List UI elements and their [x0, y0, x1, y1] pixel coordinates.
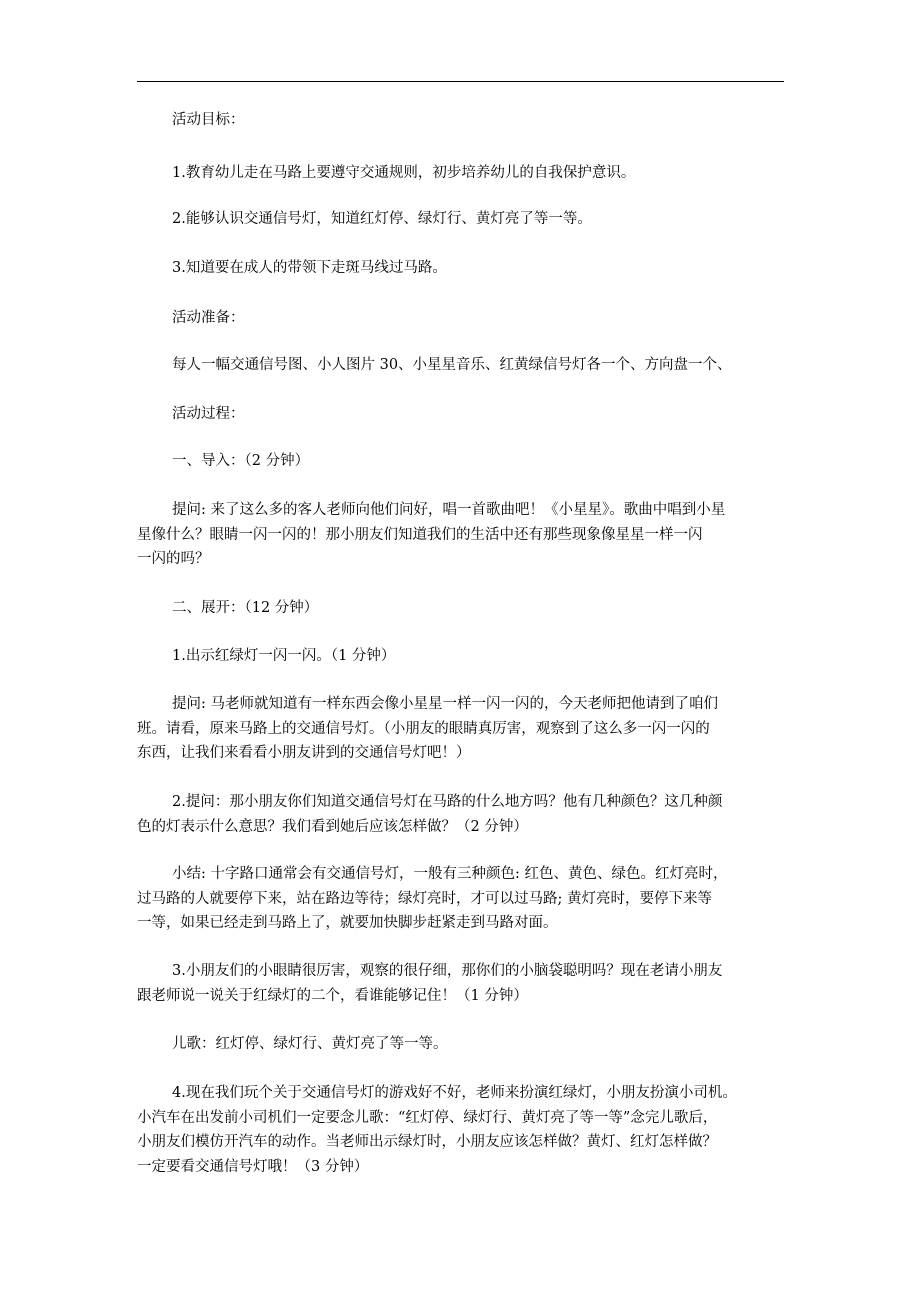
prep-heading: 活动准备：	[172, 310, 245, 326]
goal-item-1: 1.教育幼儿走在马路上要遵守交通规则，初步培养幼儿的自我保护意识。	[172, 165, 636, 181]
step-4-line-4: 一定要看交通信号灯哦！（3 分钟）	[137, 1158, 369, 1175]
intro-paragraph	[137, 498, 726, 572]
step-3-paragraph	[137, 959, 723, 1008]
step-1-line-3: 东西，让我们来看看小朋友讲到的交通信号灯吧！）	[137, 745, 471, 761]
step-3-line-2: 跟老师说一说关于红绿灯的二个，看谁能够记住！（1 分钟）	[137, 987, 528, 1004]
step-4-line-2: 小汽车在出发前小司机们一定要念儿歌：“红灯停、绿灯行、黄灯亮了等一等”念完儿歌后，	[137, 1109, 718, 1126]
expand-heading: 二、展开：（12 分钟）	[172, 600, 319, 616]
intro-line-1: 提问: 来了这么多的客人老师向他们问好，唱一首歌曲吧！《小星星》。歌曲中唱到小星	[172, 502, 726, 518]
step-4-paragraph	[137, 1081, 737, 1179]
summary-paragraph	[137, 862, 728, 936]
intro-line-2: 星像什么？眼睛一闪一闪的！那小朋友们知道我们的生活中还有那些现象像星星一样一闪	[137, 526, 703, 543]
intro-heading: 一、导入：（2 分钟）	[172, 453, 310, 469]
prep-text: 每人一幅交通信号图、小人图片 30、小星星音乐、红黄绿信号灯各一个、方向盘一个、	[172, 357, 732, 373]
summary-line-1: 小结: 十字路口通常会有交通信号灯，一般有三种颜色: 红色、黄色、绿色。红灯亮时，	[172, 866, 728, 882]
goal-heading: 活动目标：	[172, 112, 245, 128]
step-1-line-1: 提问: 马老师就知道有一样东西会像小星星一样一闪一闪的，今天老师把他请到了咱们	[172, 696, 718, 712]
step-3-line-1: 3.小朋友们的小眼睛很厉害，观察的很仔细，那你们的小脑袋聪明吗？现在老请小朋友	[172, 963, 723, 979]
step-2-line-1: 2.提问：那小朋友你们知道交通信号灯在马路的什么地方吗？他有几种颜色？这几种颜	[172, 794, 723, 810]
process-heading: 活动过程：	[172, 406, 245, 422]
step-2-paragraph	[137, 790, 723, 839]
step-1-line-2: 班。请看，原来马路上的交通信号灯。（小朋友的眼睛真厉害，观察到了这么多一闪一闪的	[137, 720, 710, 737]
header-rule	[137, 81, 784, 82]
step-4-line-3: 小朋友们模仿开汽车的动作。当老师出示绿灯时，小朋友应该怎样做？黄灯、红灯怎样做？	[137, 1134, 717, 1150]
step-1-paragraph	[137, 692, 718, 766]
goal-item-3: 3.知道要在成人的带领下走斑马线过马路。	[172, 260, 447, 276]
step-2-line-2: 色的灯表示什么意思？我们看到她后应该怎样做？（2 分钟）	[137, 818, 528, 835]
step-4-line-1: 4.现在我们玩个关于交通信号灯的游戏好不好，老师来扮演红绿灯，小朋友扮演小司机。	[172, 1085, 737, 1101]
summary-line-3: 一等，如果已经走到马路上了，就要加快脚步赶紧走到马路对面。	[137, 915, 558, 931]
rhyme-text: 儿歌：红灯停、绿灯行、黄灯亮了等一等。	[172, 1036, 448, 1052]
intro-line-3: 一闪的吗？	[137, 551, 210, 567]
summary-line-2: 过马路的人就要停下来，站在路边等待；绿灯亮时，才可以过马路; 黄灯亮时，要停下来等	[137, 890, 712, 907]
step-1-heading: 1.出示红绿灯一闪一闪。（1 分钟）	[172, 648, 396, 664]
goal-item-2: 2.能够认识交通信号灯，知道红灯停、绿灯行、黄灯亮了等一等。	[172, 211, 592, 227]
